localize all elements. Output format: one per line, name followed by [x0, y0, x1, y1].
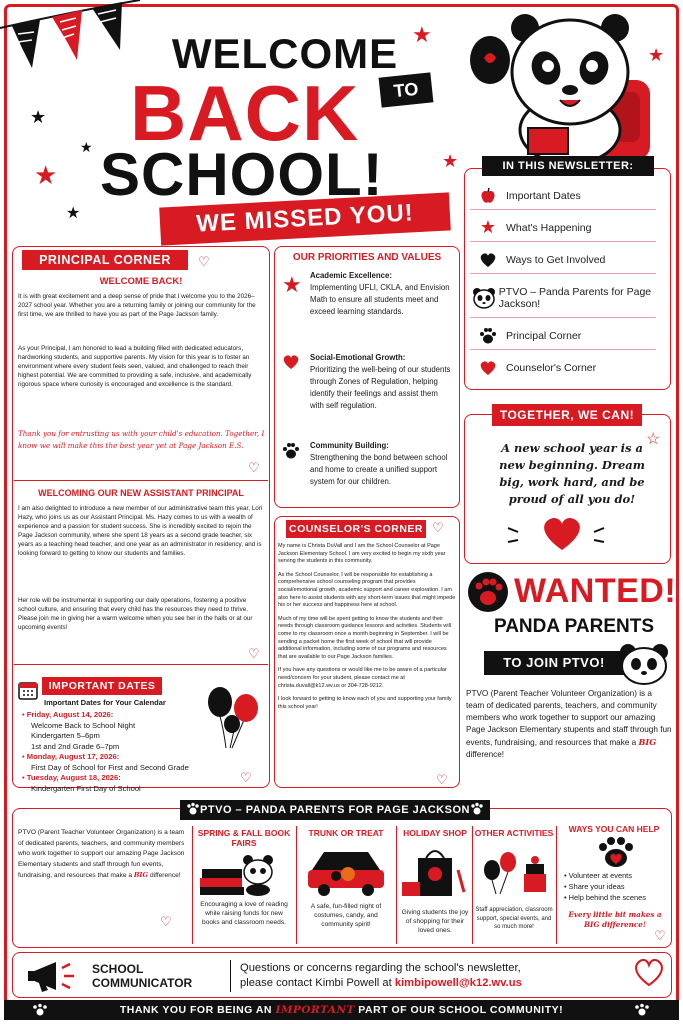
- title-welcome: WELCOME: [171, 30, 399, 77]
- heart-icon: ♡: [432, 520, 444, 535]
- counselor-paragraph-4: If you have any questions or would like me to be aware of a particular need/concern for your student, please contact me at christa.duvall@k12.wv.us or 304-728-9212.: [278, 667, 447, 689]
- paw-icon: [32, 1003, 48, 1017]
- heart-icon: [632, 956, 666, 988]
- newsletter-item-label: Ways to Get Involved: [506, 253, 606, 266]
- communicator-label: [92, 962, 192, 990]
- heart-icon: ♡: [240, 770, 252, 785]
- heart-icon: [470, 252, 506, 268]
- priority-item: [310, 270, 452, 318]
- apple-icon: [470, 187, 506, 205]
- join-ptvo-banner: TO JOIN PTVO!: [484, 651, 624, 675]
- paw-icon: [466, 570, 510, 612]
- heart-icon: ♡: [198, 254, 210, 269]
- car-trunk-icon: [306, 844, 386, 896]
- principal-paragraph-2: As your Principal, I am honored to lead a building filled with dedicated educators, hardworking students, and supportive parents. My vision for this year is to foster an environment where every student feels seen, valued, and challenged to reach their highest potential. We are committed to providing a safe, inclusive, and academically rigorous space where curiosity is encouraged and excellence is the standard.: [18, 345, 252, 388]
- divider: [296, 826, 297, 944]
- counselor-title: COUNSELOR'S CORNER: [286, 520, 426, 538]
- date-label: Monday, August 17, 2026:: [26, 752, 120, 761]
- panda-mascot-icon: [470, 10, 660, 160]
- star-icon: ☆: [646, 431, 661, 448]
- priority-heading: Social-Emotional Growth:: [310, 353, 406, 362]
- ptvo-intro: PTVO (Parent Teacher Volunteer Organization) is a team of dedicated parents, teachers, and community members who work together to support our amazing Page Jackson Elementary students and staff through fun events, fundraising, and resources that make a BIG difference!: [18, 829, 185, 879]
- footer-message: THANK YOU FOR BEING AN IMPORTANT PART OF OUR SCHOOL COMMUNITY!: [119, 1004, 564, 1016]
- paw-icon: [186, 802, 200, 816]
- welcome-back-heading: WELCOME BACK!: [99, 276, 183, 287]
- principal-paragraph-1: It is with great excitement and a deep sense of pride that I welcome you to the 2026–2027 school year. Whether you are a returning family or joining our community for the first time, we are thrilled to have you as part of the Page Jackson family.: [18, 293, 256, 318]
- help-tagline: Every little bit makes a BIG difference!: [568, 910, 662, 929]
- star-icon: ★: [479, 217, 497, 237]
- date-detail: Welcome Back to School Night: [31, 720, 136, 730]
- title-to: TO: [379, 72, 434, 107]
- trunk-or-treat-heading: TRUNK OR TREAT: [308, 828, 384, 838]
- book-fairs-heading: SPRING & FALL BOOK FAIRS: [197, 828, 291, 848]
- help-list: [564, 870, 668, 903]
- contact-line-1: Questions or concerns regarding the school's newsletter,: [240, 962, 521, 974]
- priority-item: [310, 440, 452, 488]
- newsletter-item-label: PTVO – Panda Parents for Page Jackson!: [498, 285, 652, 310]
- help-item: • Share your ideas: [564, 882, 625, 891]
- shopping-bag-icon: [400, 842, 470, 898]
- date-detail: Kindergarten 5–6pm: [31, 731, 100, 740]
- panda-icon: [470, 287, 499, 309]
- newsletter-item[interactable]: [470, 278, 656, 318]
- star-icon: ★: [34, 160, 58, 190]
- contact-line-2: please contact Kimbi Powell at: [240, 977, 395, 989]
- newsletter-item-label: Important Dates: [506, 189, 581, 202]
- holiday-shop-text: Giving students the joy of shopping for their loved ones.: [401, 909, 469, 934]
- priority-text: Implementing UFLI, CKLA, and Envision Math to ensure all students meet and exceed learning standards.: [310, 283, 450, 316]
- books-panda-icon: [198, 852, 278, 896]
- star-icon: ★: [442, 151, 459, 171]
- divider: [556, 826, 557, 944]
- panda-icon: [618, 642, 670, 686]
- ways-to-help-heading: WAYS YOU CAN HELP: [568, 824, 660, 834]
- dates-list: [22, 710, 222, 794]
- important-dates-title: IMPORTANT DATES: [42, 677, 162, 695]
- star-icon: ★: [30, 107, 47, 127]
- other-activities-text: Staff appreciation, classroom support, special events, and so much more!: [475, 907, 553, 931]
- paw-heart-icon: [596, 834, 636, 868]
- assistant-paragraph-2: Her role will be instrumental in supporting our daily operations, fostering a positive school culture, and ensuring that every child has the resources they need to thrive. Please join me in giving her a warm welcome when you see her in the halls or at our upcoming events!: [18, 597, 253, 631]
- bunting-banner: [0, 0, 150, 90]
- heart-icon: ♡: [248, 646, 260, 661]
- date-detail: Kindergarten First Day of School: [31, 783, 141, 793]
- date-entry: • Friday, August 14, 2026: Welcome Back to School Night Kindergarten 5–6pm 1st and 2nd Grade 6–7pm: [22, 710, 222, 752]
- priority-text: Prioritizing the well-being of our students through Zones of Regulation, helping identify their feelings and assist them with self regulation.: [310, 365, 451, 410]
- calendar-icon: [18, 680, 38, 700]
- communicator-label-2: COMMUNICATOR: [92, 976, 193, 990]
- counselor-paragraph-1: My name is Christa DuVall and I am the School Counselor at Page Jackson Elementary School. I am very excited to begin my sixth year serving the students in this community.: [278, 543, 446, 565]
- paw-icon: [282, 442, 300, 465]
- newsletter-item-label: Principal Corner: [506, 329, 582, 342]
- divider: [230, 960, 231, 992]
- important-dates-subtitle: Important Dates for Your Calendar: [44, 698, 166, 707]
- date-entry: • Monday, August 17, 2026: First Day of School for First and Second Grade: [22, 752, 222, 773]
- holiday-shop-heading: HOLIDAY SHOP: [403, 828, 467, 838]
- help-item: • Help behind the scenes: [564, 893, 646, 902]
- heart-icon: ♡: [436, 772, 448, 787]
- we-missed-you-banner: WE MISSED YOU!: [159, 192, 451, 245]
- priority-item: [310, 352, 452, 412]
- together-quote: A new school year is a new beginning. Dream big, work hard, and be proud of all you do!: [499, 441, 645, 506]
- divider: [14, 664, 268, 665]
- date-detail: 1st and 2nd Grade 6–7pm: [31, 741, 120, 751]
- principal-corner-title: PRINCIPAL CORNER: [22, 250, 188, 270]
- star-icon: ★: [80, 139, 93, 155]
- priority-heading: Academic Excellence:: [310, 271, 392, 280]
- star-icon: ★: [648, 45, 665, 65]
- assistant-paragraph-1: I am also delighted to introduce a new member of our administrative team this year, Lori Hazy, who joins us as our Assistant Principal. Ms. Hazy comes to us with a wealth of experience and a passion for student success. She is incredibly excited to rejoin the Page Jackson community, where she spent 18 years as a second grade teacher, six years as a teaching head teacher, and one year as an administrator in residency, and is looking forward to getting to know our students and families.: [18, 505, 263, 557]
- counselor-paragraph-5: I look forward to getting to know each of you and supporting your family this school year!: [278, 696, 452, 710]
- divider: [192, 826, 193, 944]
- book-fairs-text: Encouraging a love of reading while raising funds for new books and classroom needs.: [200, 901, 288, 926]
- sparkle-lines-icon: [506, 520, 606, 550]
- newsletter-contents-title: IN THIS NEWSLETTER:: [482, 156, 654, 176]
- communicator-label-1: SCHOOL: [92, 962, 144, 976]
- wanted-title: WANTED!: [514, 572, 677, 610]
- star-icon: ★: [66, 205, 81, 222]
- priority-heading: Community Building:: [310, 441, 389, 450]
- date-detail: First Day of School for First and Second Grade: [31, 762, 189, 772]
- paw-icon: [470, 802, 484, 816]
- date-label: Friday, August 14, 2026:: [26, 710, 114, 719]
- newsletter-item[interactable]: [470, 182, 656, 210]
- party-icon: [480, 844, 550, 896]
- wanted-text: PTVO (Parent Teacher Volunteer Organization) is a team of dedicated parents, teachers, and community members who work together to support our amazing Page Jackson Elementary stupents and staff through fun events, fundraising, and resources that make a BIG difference!: [466, 689, 672, 759]
- communicator-contact: [240, 961, 630, 991]
- together-title: TOGETHER, WE CAN!: [492, 404, 642, 426]
- heart-icon: [282, 354, 300, 375]
- star-icon: ★: [282, 272, 302, 297]
- other-activities-heading: OTHER ACTIVITIES: [474, 828, 554, 838]
- newsletter-item[interactable]: [470, 246, 656, 274]
- divider: [472, 826, 473, 944]
- megaphone-icon: [26, 956, 82, 996]
- newsletter-item-label: Counselor's Corner: [506, 362, 597, 374]
- divider: [14, 480, 268, 481]
- priorities-title: OUR PRIORITIES AND VALUES: [292, 252, 442, 263]
- title-back: BACK: [130, 69, 360, 157]
- balloons-icon: [204, 686, 264, 750]
- wanted-panda-parents: PANDA PARENTS: [493, 616, 655, 637]
- date-entry: • Tuesday, August 18, 2026: Kindergarten First Day of School: [22, 773, 222, 794]
- newsletter-item[interactable]: [470, 322, 656, 350]
- priority-text: Strengthening the bond between school and home to create a unified support system for our children.: [310, 453, 448, 486]
- date-label: Tuesday, August 18, 2026:: [26, 773, 121, 782]
- paw-icon: [634, 1003, 650, 1017]
- principal-closing: Thank you for entrusting us with your child's education. Together, I know we will make this the best year yet at Page Jackson E.S.: [18, 429, 265, 450]
- help-item: • Volunteer at events: [564, 871, 632, 880]
- ptvo-title: PTVO – PANDA PARENTS FOR PAGE JACKSON: [180, 800, 490, 820]
- divider: [396, 826, 397, 944]
- star-icon: ★: [412, 22, 432, 47]
- trunk-or-treat-text: A safe, fun-filled night of costumes, candy, and community spirit!: [310, 903, 382, 928]
- paw-icon: [470, 327, 506, 345]
- heart-icon: ♡: [654, 928, 666, 943]
- counselor-paragraph-2: As the School Counselor, I will be responsible for establishing a comprehensive school counseling program that provides social/emotional growth, academic support and career exploration. I am also here to assist students with any short-term issues that might impede his or her success and happiness here at school.: [278, 571, 456, 609]
- counselor-text: [278, 543, 456, 711]
- heart-icon: ♡: [248, 460, 260, 475]
- heart-icon: ♡: [160, 914, 172, 929]
- contact-email-link[interactable]: kimbipowell@k12.wv.us: [394, 977, 522, 989]
- newsletter-item-label: What's Happening: [506, 221, 592, 234]
- assistant-principal-heading: WELCOMING OUR NEW ASSISTANT PRINCIPAL: [38, 488, 244, 498]
- newsletter-item[interactable]: [470, 214, 656, 242]
- newsletter-item[interactable]: [470, 354, 656, 382]
- counselor-paragraph-3: Much of my time will be spent getting to know the students and their needs through classroom guidance lessons and activities. Students will come to my classroom once a month beginning in September. I will be sending a packet home the first week of school that will provide additional information, including some of our programs and resources that are available to our Page Jackson families.: [278, 615, 452, 660]
- heart-icon: [470, 360, 506, 376]
- title-school: SCHOOL!: [100, 141, 384, 208]
